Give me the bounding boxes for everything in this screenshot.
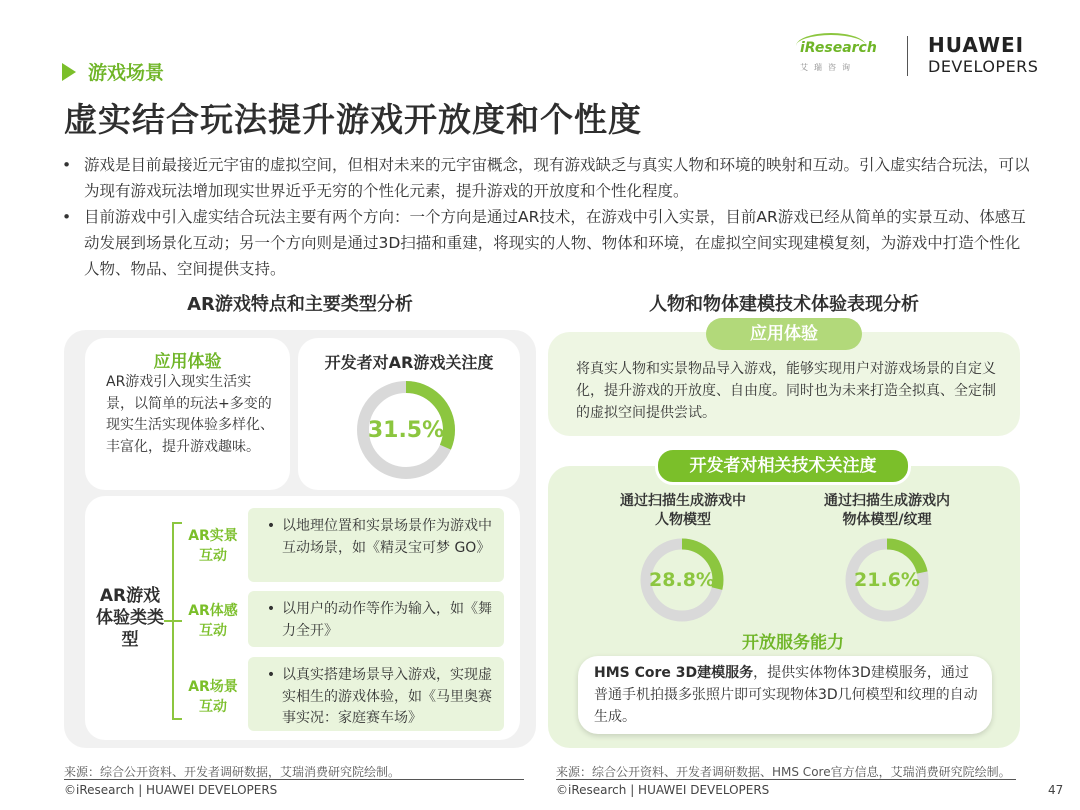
bullet-item xyxy=(62,152,1032,204)
bullet-text: 游戏是目前最接近元宇宙的虚拟空间，但相对未来的元宇宙概念，现有游戏缺乏与真实人物和环境的映射和互动。引入虚实结合玩法，可以为现有游戏玩法增加现实世界近乎无穷的个性化元素，提升游戏的开放度和个性化程度。 xyxy=(84,156,1030,200)
metric-label-1 xyxy=(588,492,778,530)
modeling-dev-pill: 开发者对相关技术关注度 xyxy=(655,447,911,485)
ar-type-label-1: AR实景互动 xyxy=(188,528,238,564)
iresearch-logo-sub: 艾瑞咨询 xyxy=(800,63,856,72)
right-heading: 人物和物体建模技术体验表现分析 xyxy=(649,294,919,315)
object-model-donut xyxy=(841,534,933,626)
bullet-dot-icon: • xyxy=(266,601,276,617)
ar-type-box-2 xyxy=(248,591,504,647)
left-heading: AR游戏特点和主要类型分析 xyxy=(187,294,413,315)
ar-app-experience-title: 应用体验 xyxy=(153,352,222,372)
person-model-value: 28.8% xyxy=(649,569,715,591)
ar-type-text-3: 以真实搭建场景导入游戏，实现虚实相生的游戏体验，如《马里奥赛事实况：家庭赛车场》 xyxy=(282,667,492,726)
modeling-app-pill: 应用体验 xyxy=(706,318,862,350)
bracket-tick-mid xyxy=(172,620,182,622)
huawei-logo-line1: HUAWEI xyxy=(928,33,1025,57)
bullet-item xyxy=(62,204,1032,282)
bullet-dot-icon: • xyxy=(62,208,72,226)
ar-type-box-3 xyxy=(248,657,504,731)
huawei-logo-line2: DEVELOPERS xyxy=(928,57,1039,76)
ar-type-label-2: AR体感互动 xyxy=(188,603,238,639)
hms-core-text xyxy=(594,662,978,728)
play-triangle-icon xyxy=(62,63,76,81)
ar-attention-value: 31.5% xyxy=(367,417,445,443)
right-footer: ©iResearch | HUAWEI DEVELOPERS xyxy=(556,783,770,797)
open-service-label: 开放服务能力 xyxy=(742,633,844,653)
metric-label-2 xyxy=(792,492,982,530)
person-model-donut xyxy=(636,534,728,626)
hms-core-desc: ，提供实体物体3D建模服务，通过普通手机拍摄多张照片即可实现物体3D几何模型和纹理的自动生成。 xyxy=(594,665,978,725)
right-source-rule xyxy=(556,779,1016,780)
left-source-rule xyxy=(64,779,524,780)
ar-dev-attention-title: 开发者对AR游戏关注度 xyxy=(324,353,494,372)
object-model-value: 21.6% xyxy=(854,569,920,591)
ar-type-label-3: AR场景互动 xyxy=(188,679,238,715)
ar-types-label: AR游戏体验类类型 xyxy=(96,586,164,650)
left-source: 来源：综合公开资料、开发者调研数据，艾瑞消费研究院绘制。 xyxy=(64,765,401,779)
metric-label-2-line1: 通过扫描生成游戏内 xyxy=(824,493,950,509)
logo-divider xyxy=(907,36,908,76)
bullet-text: 目前游戏中引入虚实结合玩法主要有两个方向：一个方向是通过AR技术，在游戏中引入实景，目前AR游戏已经从简单的实景互动、体感互动发展到场景化互动；另一个方向则是通过3D扫描和重建，将现实的人物、物体和环境，在虚拟空间实现建模复刻，为游戏中打造个性化人物、物品、空间提供支持。 xyxy=(84,208,1026,278)
bullet-dot-icon: • xyxy=(266,667,276,683)
metric-label-1-line2: 人物模型 xyxy=(655,512,711,528)
bracket-tick-bottom xyxy=(172,718,182,720)
section-label: 游戏场景 xyxy=(88,62,165,84)
page-number: 47 xyxy=(1048,783,1064,797)
bracket-tick-top xyxy=(172,522,182,524)
section-tag xyxy=(62,58,164,85)
metric-label-1-line1: 通过扫描生成游戏中 xyxy=(620,493,746,509)
page-title: 虚实结合玩法提升游戏开放度和个性度 xyxy=(64,100,642,139)
hms-core-name: HMS Core 3D建模服务 xyxy=(594,665,754,681)
left-footer: ©iResearch | HUAWEI DEVELOPERS xyxy=(64,783,278,797)
bullet-dot-icon: • xyxy=(62,156,72,174)
iresearch-logo: iResearch xyxy=(800,40,877,56)
intro-bullets xyxy=(62,152,1032,282)
ar-app-experience-text: AR游戏引入现实生活实景，以简单的玩法+多变的现实生活实现体验多样化、丰富化，提升游戏趣味。 xyxy=(106,374,274,455)
ar-type-text-1: 以地理位置和实景场景作为游戏中互动场景，如《精灵宝可梦 GO》 xyxy=(282,518,492,556)
ar-type-text-2: 以用户的动作等作为输入，如《舞力全开》 xyxy=(282,601,492,639)
metric-label-2-line2: 物体模型/纹理 xyxy=(842,512,932,528)
right-source: 来源：综合公开资料、开发者调研数据、HMS Core官方信息，艾瑞消费研究院绘制。 xyxy=(556,765,1011,779)
modeling-app-text: 将真实人物和实景物品导入游戏，能够实现用户对游戏场景的自定义化，提升游戏的开放度、自由度。同时也为未来打造全拟真、全定制的虚拟空间提供尝试。 xyxy=(576,361,996,421)
ar-type-box-1 xyxy=(248,508,504,582)
bullet-dot-icon: • xyxy=(266,518,276,534)
ar-attention-donut xyxy=(352,376,460,484)
